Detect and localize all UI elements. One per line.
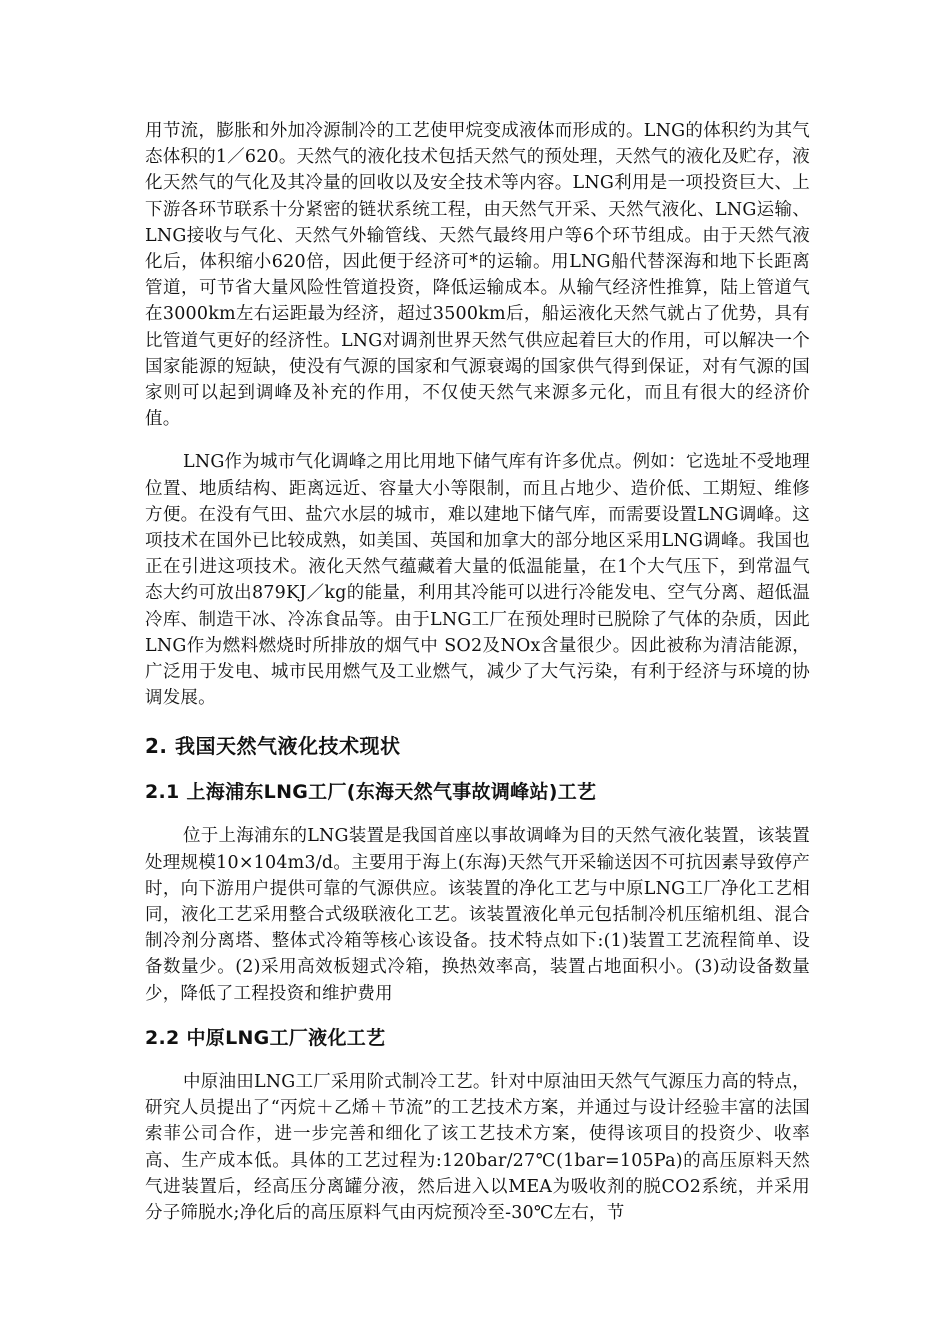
subsection-heading-2-2: 2.2 中原LNG工厂液化工艺 xyxy=(145,1026,386,1049)
paragraph-zhongyuan: 中原油田LNG工厂采用阶式制冷工艺。针对中原油田天然气气源压力高的特点，研究人员提出了“丙烷＋乙烯＋节流”的工艺技术方案，并通过与设计经验丰富的法国索菲公司合作，进一步完善和细化了该工艺技术方案，使得该项目的投资少、收率高、生产成本低。具体的工艺过程为:120bar/27℃(1bar=105Pa)的高压原料天然气进装置后，经高压分离罐分液，然后进入以MEA为吸收剂的脱CO2系统，并采用分子筛脱水;净化后的高压原料气由丙烷预冷至-30℃左右，节 xyxy=(145,1071,810,1223)
section-heading-2: 2. 我国天然气液化技术现状 xyxy=(145,734,401,759)
paragraph-shanghai-pudong: 位于上海浦东的LNG装置是我国首座以事故调峰为目的天然气液化装置，该装置处理规模10×104m3/d。主要用于海上(东海)天然气开采输送因不可抗因素导致停产时，向下游用户提供可靠的气源供应。该装置的净化工艺与中原LNG工厂净化工艺相同，液化工艺采用整合式级联液化工艺。该装置液化单元包括制冷机压缩机组、混合制冷剂分离塔、整体式冷箱等核心该设备。技术特点如下:(1)装置工艺流程简单、设备数量少。(2)采用高效板翅式冷箱，换热效率高，装置占地面积小。(3)动设备数量少，降低了工程投资和维护费用 xyxy=(145,826,810,1004)
subsection-heading-2-1: 2.1 上海浦东LNG工厂(东海天然气事故调峰站)工艺 xyxy=(145,781,597,804)
document-page xyxy=(145,118,810,1226)
paragraph-lng-overview: 用节流，膨胀和外加冷源制冷的工艺使甲烷变成液体而形成的。LNG的体积约为其气态体积的1／620。天然气的液化技术包括天然气的预处理，天然气的液化及贮存，液化天然气的气化及其冷量的回收以及安全技术等内容。LNG利用是一项投资巨大、上下游各环节联系十分紧密的链状系统工程，由天然气开采、天然气液化、LNG运输、LNG接收与气化、天然气外输管线、天然气最终用户等6个环节组成。由于天然气液化后，体积缩小620倍，因此便于经济可*的运输。用LNG船代替深海和地下长距离管道，可节省大量风险性管道投资，降低运输成本。从输气经济性推算，陆上管道气在3000km左右运距最为经济，超过3500km后，船运液化天然气就占了优势，具有比管道气更好的经济性。LNG对调剂世界天然气供应起着巨大的作用，可以解决一个国家能源的短缺，使没有气源的国家和气源衰竭的国家供气得到保证，对有气源的国家则可以起到调峰及补充的作用，不仅使天然气来源多元化，而且有很大的经济价值。 xyxy=(145,121,810,430)
paragraph-lng-peak-shaving: LNG作为城市气化调峰之用比用地下储气库有许多优点。例如：它选址不受地理位置、地质结构、距离远近、容量大小等限制，而且占地少、造价低、工期短、维修方便。在没有气田、盐穴水层的城市，难以建地下储气库，而需要设置LNG调峰。这项技术在国外已比较成熟，如美国、英国和加拿大的部分地区采用LNG调峰。我国也正在引进这项技术。液化天然气蕴藏着大量的低温能量，在1个大气压下，到常温气态大约可放出879KJ／kg的能量，利用其冷能可以进行冷能发电、空气分离、超低温冷库、制造干冰、冷冻食品等。由于LNG工厂在预处理时已脱除了气体的杂质，因此LNG作为燃料燃烧时所排放的烟气中 SO2及NOx含量很少。因此被称为清洁能源，广泛用于发电、城市民用燃气及工业燃气，减少了大气污染，有利于经济与环境的协调发展。 xyxy=(145,452,810,709)
